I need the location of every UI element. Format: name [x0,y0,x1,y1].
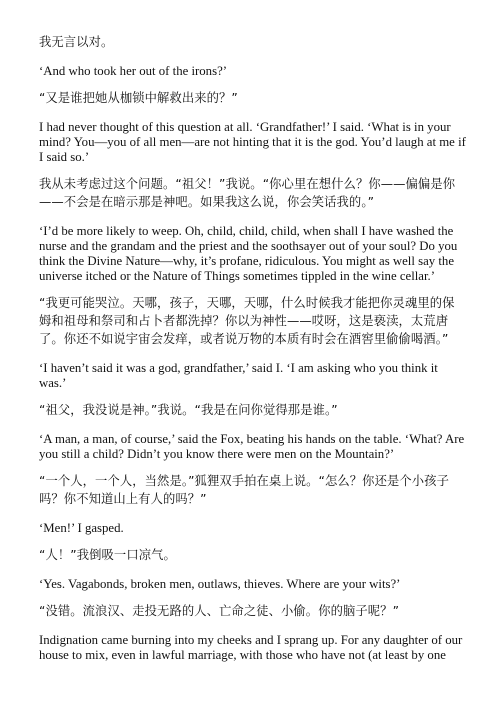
paragraph-zh-4: “我更可能哭泣。天哪，孩子，天哪，天哪，什么时候我才能把你灵魂里的保姆和祖母和祭司和占卜者都洗掉？你以为神性——哎呀，这是亵渎，太荒唐了。你还不如说宇宙会发痒，或者说万物的本质有时会在酒窖里偷偷喝酒。” [39,296,455,346]
paragraph-en-3: ‘I’d be more likely to weep. Oh, child, child, child, when shall I have washed the nurse and the grandam and the priest and the soothsayer out of your soul? Do you think the Divine Nature—why, it’s profane, ridiculous. You might as well say the universe itched or the Nature of Things sometimes tippled in the wine cellar.’ [39,224,458,283]
paragraph-zh-3: 我从未考虑过这个问题。“祖父！”我说。“你心里在想什么？你——偏偏是你——不会是在暗示那是神吧。如果我这么说，你会笑话我的。” [39,177,456,209]
paragraph-en-2: I had never thought of this question at all. ‘Grandfather!’ I said. ‘What is in your mind? You—you of all men—are not hinting that it is the god. You’d laugh at me if I said so.’ [39,120,466,164]
paragraph-zh-5: “祖父，我没说是神。”我说。“我是在问你觉得那是谁。” [39,403,338,417]
paragraph-zh-1: 我无言以对。 [39,35,114,49]
paragraph-zh-2: “又是谁把她从枷锁中解救出来的？” [39,91,238,105]
paragraph-zh-7: “人！”我倒吸一口凉气。 [39,548,176,562]
paragraph-en-5: ‘A man, a man, of course,’ said the Fox, beating his hands on the table. ‘What? Are you still a child? Didn’t you know there were men on the Mountain?’ [39,432,465,461]
paragraph-en-1: ‘And who took her out of the irons?’ [39,64,228,78]
paragraph-en-4: ‘I haven’t said it was a god, grandfather,’ said I. ‘I am asking who you think it was.’ [39,361,438,390]
paragraph-zh-8: “没错。流浪汉、走投无路的人、亡命之徒、小偷。你的脑子呢？” [39,604,400,618]
paragraph-zh-6: “一个人，一个人，当然是。”狐狸双手拍在桌上说。“怎么？你还是个小孩子吗？你不知道山上有人的吗？” [39,474,449,506]
paragraph-en-8: Indignation came burning into my cheeks and I sprang up. For any daughter of our house to mix, even in lawful marriage, with those who have not (at least by one [39,633,463,662]
paragraph-en-7: ‘Yes. Vagabonds, broken men, outlaws, thieves. Where are your wits?’ [39,577,401,591]
paragraph-en-6: ‘Men!’ I gasped. [39,521,124,535]
